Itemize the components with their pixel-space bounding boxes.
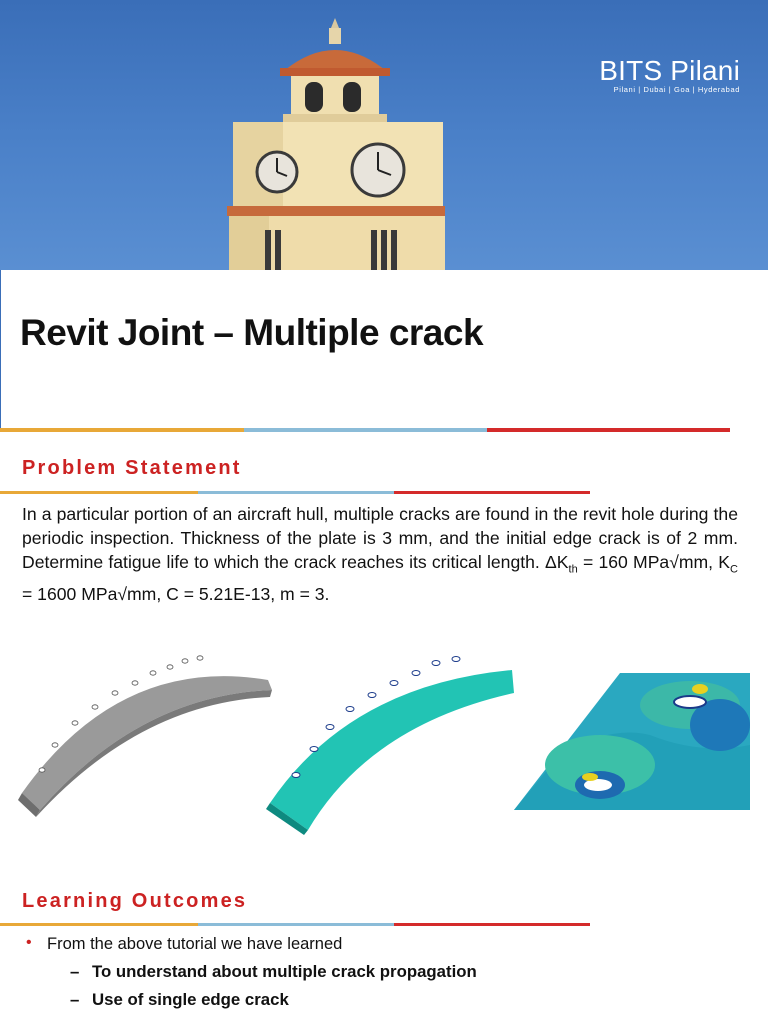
learning-sub-item — [22, 962, 742, 982]
dash-icon: – — [70, 990, 80, 1009]
title-divider-orange — [0, 428, 244, 432]
problem-text-3: = 1600 MPa√mm, C = 5.21E-13, m = 3. — [22, 583, 330, 604]
learning-heading: Learning Outcomes — [22, 890, 248, 912]
crack-contour-zoom — [514, 673, 750, 810]
problem-divider-red — [394, 491, 590, 494]
logo-campuses: Pilani | Dubai | Goa | Hyderabad — [613, 85, 740, 94]
dash-icon: – — [70, 962, 80, 981]
problem-text-1: In a particular portion of an aircraft hull, multiple cracks are found in the revit hole during the periodic inspection. Thickness of the plate is 3 mm, and the initial edge crack is of 2 mm. Determine fatigue life to which the crack reaches its critical length. ΔK — [22, 504, 738, 572]
bits-logo — [599, 56, 740, 94]
title-divider-blue — [244, 428, 487, 432]
learning-list — [22, 935, 742, 1010]
problem-text-2: = 160 MPa√mm, K — [577, 552, 731, 572]
logo-name: BITS Pilani — [599, 55, 740, 86]
learning-item-text: To understand about multiple crack propagation — [92, 962, 477, 981]
title-divider-red — [487, 428, 730, 432]
learning-sub-item — [22, 990, 742, 1010]
problem-heading: Problem Statement — [22, 457, 242, 479]
clock-tower-image — [225, 0, 445, 270]
learning-divider-orange — [0, 923, 198, 926]
subscript-th: th — [568, 563, 578, 576]
problem-statement — [22, 502, 738, 606]
bullet-icon: • — [26, 934, 32, 951]
teal-stress-model — [266, 657, 514, 836]
learning-item-text: Use of single edge crack — [92, 990, 289, 1009]
grey-plate-model — [18, 656, 272, 817]
learning-intro: From the above tutorial we have learned — [47, 935, 343, 953]
learning-divider-red — [394, 923, 590, 926]
model-images — [0, 645, 768, 835]
learning-intro-item — [22, 935, 742, 954]
subscript-c: C — [730, 563, 738, 576]
slide-title: Revit Joint – Multiple crack — [20, 312, 484, 353]
header-banner — [0, 0, 768, 270]
problem-divider-orange — [0, 491, 198, 494]
problem-divider-blue — [198, 491, 394, 494]
learning-divider-blue — [198, 923, 394, 926]
